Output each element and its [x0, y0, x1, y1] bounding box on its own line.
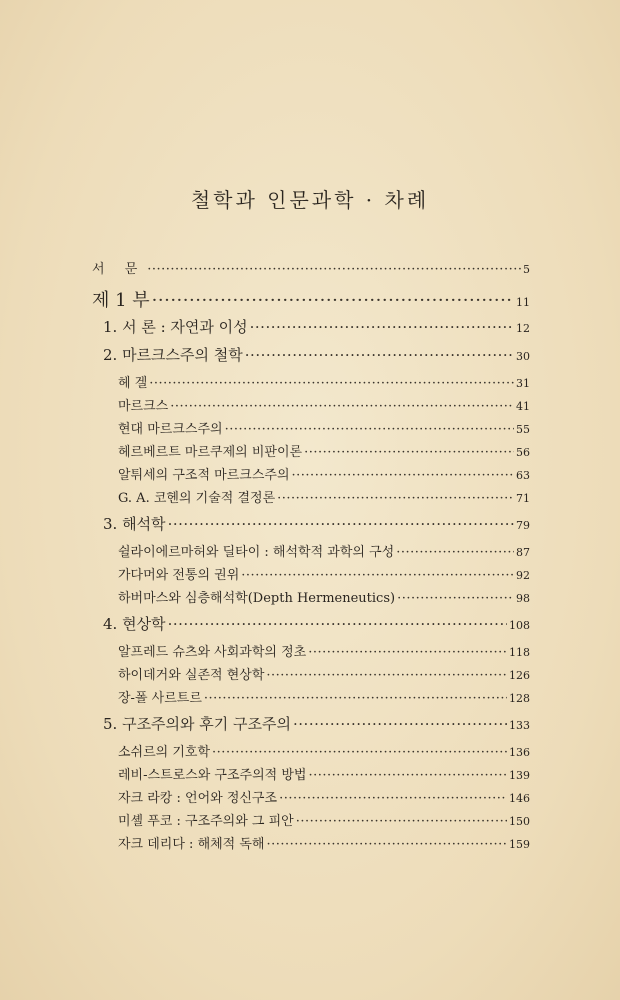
toc-entry-label: 현대 마르크스주의 [118, 422, 223, 437]
toc-entry-label: G. A. 코헨의 기술적 결정론 [118, 491, 276, 506]
toc-entry-ch3-s1 [118, 541, 530, 560]
toc-entry-page: 98 [516, 592, 530, 605]
toc-entry-ch5-s2 [118, 764, 530, 783]
leader-dots [168, 515, 514, 533]
toc-entry-page: 118 [509, 646, 530, 659]
toc-entry-ch3 [103, 513, 530, 534]
toc-entry-page: 31 [516, 377, 530, 390]
leader-dots [168, 615, 507, 633]
toc-entry-ch4-s2 [118, 664, 530, 683]
leader-dots [212, 745, 507, 760]
leader-dots [204, 691, 507, 706]
toc-entry-label: 마르크스 [118, 399, 169, 414]
toc-entry-label: 5. 구조주의와 후기 구조주의 [103, 715, 292, 733]
toc-entry-ch2 [103, 344, 530, 365]
toc-entry-ch4 [103, 613, 530, 634]
toc-entry-page: 139 [509, 769, 530, 782]
toc-entry-ch3-s3 [118, 587, 530, 606]
toc-entry-ch1 [103, 316, 530, 337]
toc-entry-page: 87 [516, 546, 530, 559]
leader-dots [279, 791, 507, 806]
toc-entry-label: 하버마스와 심층해석학(Depth Hermeneutics) [118, 591, 396, 606]
leader-dots [225, 422, 514, 437]
toc-entry-label: 알튀세의 구조적 마르크스주의 [118, 468, 290, 483]
toc-entry-page: 128 [509, 692, 530, 705]
toc-entry-ch3-s2 [118, 564, 530, 583]
toc-entry-page: 11 [516, 296, 530, 309]
toc-entry-ch5-s4 [118, 810, 530, 829]
toc-entry-page: 79 [516, 519, 530, 532]
toc-entry-page: 146 [509, 792, 530, 805]
toc-entry-label: 가다머와 전통의 권위 [118, 568, 240, 583]
toc-entry-ch4-s1 [118, 641, 530, 660]
toc-entry-label: 헤르베르트 마르쿠제의 비판이론 [118, 445, 303, 460]
leader-dots [152, 290, 514, 311]
toc-entry-page: 41 [516, 400, 530, 413]
leader-dots [296, 814, 507, 829]
toc-entry-label: 헤 겔 [118, 376, 148, 391]
toc-entry-page: 150 [509, 815, 530, 828]
toc-entry-ch5-s3 [118, 787, 530, 806]
leader-dots [266, 668, 507, 683]
toc-entry-page: 133 [509, 719, 530, 732]
leader-dots [277, 491, 514, 506]
toc-entry-label: 자크 라캉 : 언어와 정신구조 [118, 791, 278, 806]
leader-dots [250, 318, 514, 336]
leader-dots [293, 715, 507, 733]
toc-entry-label: 레비-스트로스와 구조주의적 방법 [118, 768, 307, 783]
leader-dots [308, 768, 507, 783]
toc-entry-label: 제 1 부 [92, 290, 150, 311]
leader-dots [308, 645, 507, 660]
toc-entry-ch2-s6 [118, 487, 530, 506]
leader-dots [241, 568, 514, 583]
leader-dots [147, 262, 521, 277]
toc-entry-page: 126 [509, 669, 530, 682]
toc-entry-label: 서 문 [92, 262, 146, 277]
toc-entry-page: 12 [516, 322, 530, 335]
toc-entry-page: 30 [516, 350, 530, 363]
leader-dots [149, 376, 514, 391]
toc-entry-label: 자크 데리다 : 해체적 독해 [118, 837, 265, 852]
leader-dots [170, 399, 514, 414]
leader-dots [396, 545, 514, 560]
toc-entry-ch5 [103, 713, 530, 734]
toc-entry-preface [92, 258, 530, 277]
leader-dots [397, 591, 514, 606]
toc-entry-page: 56 [516, 446, 530, 459]
toc-entry-label: 미셸 푸코 : 구조주의와 그 피안 [118, 814, 294, 829]
leader-dots [267, 837, 508, 852]
toc-entry-label: 알프레드 슈츠와 사회과학의 정초 [118, 645, 307, 660]
page-title: 철학과 인문과학 · 차례 [190, 188, 430, 212]
toc-entry-ch2-s5 [118, 464, 530, 483]
toc-entry-part1 [92, 286, 530, 312]
toc-entry-ch2-s3 [118, 418, 530, 437]
leader-dots [245, 346, 514, 364]
toc-entry-page: 55 [516, 423, 530, 436]
toc-entry-ch2-s2 [118, 395, 530, 414]
toc-entry-ch2-s1 [118, 372, 530, 391]
toc-entry-ch4-s3 [118, 687, 530, 706]
toc-entry-label: 하이데거와 실존적 현상학 [118, 668, 265, 683]
toc-entry-label: 1. 서 론 : 자연과 이성 [103, 318, 248, 336]
toc-entry-ch5-s5 [118, 833, 530, 852]
toc-entry-label: 소쉬르의 기호학 [118, 745, 211, 760]
leader-dots [304, 445, 514, 460]
toc-entry-label: 쉴라이에르마허와 딜타이 : 해석학적 과학의 구성 [118, 545, 395, 560]
leader-dots [292, 468, 514, 483]
toc-entry-label: 3. 해석학 [103, 515, 166, 533]
toc-entry-page: 108 [509, 619, 530, 632]
toc-entry-page: 71 [516, 492, 530, 505]
toc-entry-label: 2. 마르크스주의 철학 [103, 346, 243, 364]
toc-entry-page: 159 [509, 838, 530, 851]
toc-entry-ch5-s1 [118, 741, 530, 760]
toc-entry-ch2-s4 [118, 441, 530, 460]
toc-entry-page: 63 [516, 469, 530, 482]
toc-entry-page: 5 [523, 263, 530, 276]
toc-entry-label: 장-폴 사르트르 [118, 691, 202, 706]
toc-entry-page: 92 [516, 569, 530, 582]
toc-entry-page: 136 [509, 746, 530, 759]
toc-entry-label: 4. 현상학 [103, 615, 166, 633]
